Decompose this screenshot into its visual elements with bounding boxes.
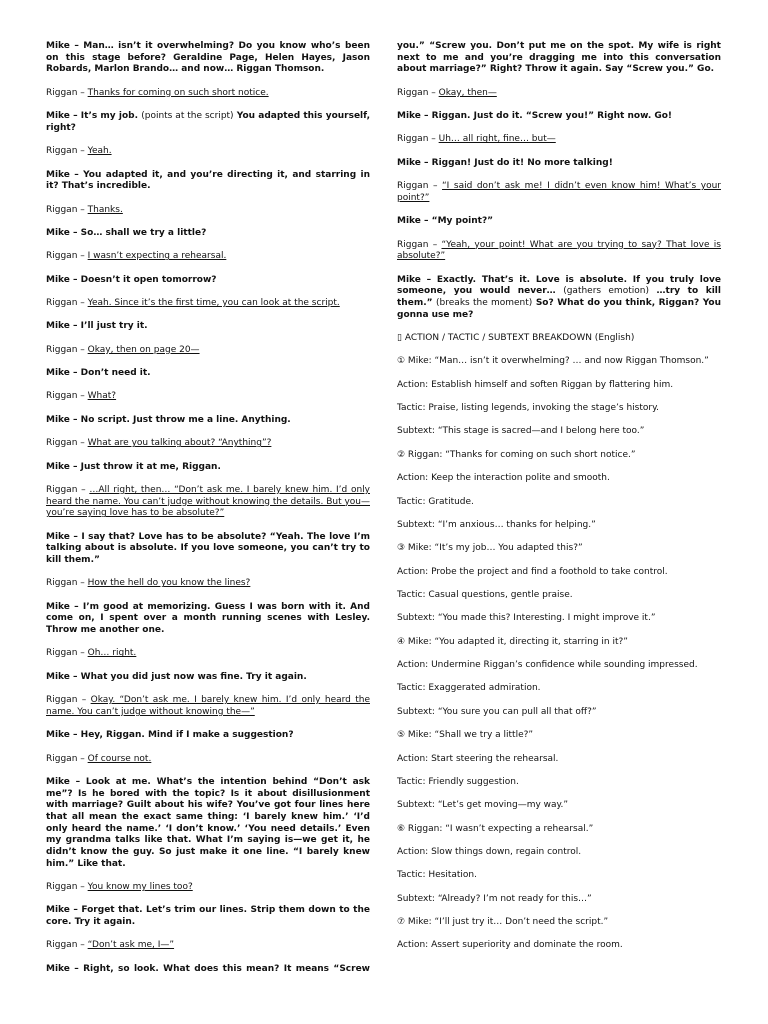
action-label: Action: (397, 940, 429, 951)
riggan-line (46, 695, 370, 718)
dialogue-text: Hey, Riggan. Mind if I make a suggestion? (80, 730, 294, 741)
riggan-line (46, 485, 370, 520)
action-label: Action: (397, 846, 429, 857)
dialogue-text: Yeah. (87, 146, 112, 157)
breakdown-subtext (397, 800, 721, 812)
riggan-line (46, 251, 370, 263)
dialogue-text: “My point?” (431, 216, 494, 227)
dialogue-text: you.” “Screw you. Don’t put me on the spot. My wife is right next to me and you’re dragging me into this conversation about marriage?” Right? Throw it again. Say “Screw you.” Go. (397, 41, 721, 75)
subtext-label: Subtext: (397, 893, 435, 904)
breakdown-tactic (397, 497, 721, 509)
riggan-line (46, 882, 370, 894)
dialogue-text: I’ll just try it. (80, 321, 148, 332)
riggan-line (46, 88, 370, 100)
mike-line (46, 532, 370, 567)
subtext-text: “Already? I’m not ready for this…” (437, 893, 592, 904)
breakdown-subtext (397, 520, 721, 532)
mike-line (46, 777, 370, 871)
dialogue-text: Riggan. Just do it. “Screw you!” Right now. Go! (431, 111, 673, 122)
subtext-text: “You sure you can pull all that off?” (437, 706, 597, 717)
breakdown-tactic (397, 590, 721, 602)
mike-line (46, 905, 370, 928)
mike-line (46, 228, 370, 240)
riggan-line (46, 345, 370, 357)
dialogue-text: Riggan! Just do it! No more talking! (431, 157, 613, 168)
mike-line (397, 275, 721, 322)
mike-line (46, 602, 370, 637)
speaker-name: Mike – (46, 274, 78, 285)
subtext-text: “Let’s get moving—my way.” (437, 800, 569, 811)
breakdown-action (397, 567, 721, 579)
riggan-line (46, 438, 370, 450)
dialogue-text: I’m good at memorizing. Guess I was born with it. And come on, I spent over a month running scenes with Lesley. Throw me another one. (46, 601, 370, 636)
breakdown-cue: ① Mike: “Man… isn’t it overwhelming? … and now Riggan Thomson.” (397, 356, 709, 367)
speaker-name: Riggan – (46, 484, 86, 495)
mike-line (397, 41, 721, 76)
speaker-name: Mike – (46, 368, 78, 379)
riggan-line (46, 648, 370, 660)
dialogue-text: What are you talking about? “Anything”? (87, 438, 272, 449)
speaker-name: Riggan – (397, 181, 438, 192)
breakdown-action (397, 473, 721, 485)
speaker-name: Riggan – (397, 134, 436, 145)
riggan-line (46, 754, 370, 766)
speaker-name: Mike – (46, 671, 78, 682)
subtext-label: Subtext: (397, 519, 435, 530)
action-text: Assert superiority and dominate the room. (431, 940, 623, 951)
speaker-name: Riggan – (46, 146, 85, 157)
dialogue-text: So? What do you think, Riggan? You gonna use me? (397, 298, 722, 320)
breakdown-action (397, 754, 721, 766)
action-label: Action: (397, 753, 429, 764)
speaker-name: Riggan – (46, 87, 85, 98)
subtext-text: “I’m anxious… thanks for helping.” (437, 519, 596, 530)
action-text: Slow things down, regain control. (431, 846, 582, 857)
breakdown-cue: ⑤ Mike: “Shall we try a little?” (397, 730, 534, 741)
speaker-name: Mike – (46, 111, 78, 122)
dialogue-text: I say that? Love has to be absolute? “Yeah. The love I’m talking about is absolute. If you love someone, you can’t try to kill them.” (46, 531, 370, 565)
speaker-name: Riggan – (46, 648, 85, 659)
tactic-label: Tactic: (397, 496, 426, 507)
riggan-line (46, 940, 370, 952)
mike-line (46, 964, 370, 976)
tactic-label: Tactic: (397, 776, 426, 787)
tactic-text: Friendly suggestion. (428, 776, 519, 787)
mike-line (46, 368, 370, 380)
riggan-line (397, 88, 721, 100)
dialogue-text: Thanks. (87, 204, 123, 215)
mike-line (46, 275, 370, 287)
mike-line (397, 111, 721, 123)
dialogue-text: Exactly. That’s it. Love is absolute. If you truly love someone, you would never… (397, 274, 721, 297)
subtext-label: Subtext: (397, 800, 435, 811)
riggan-line (397, 240, 721, 263)
right-column (397, 41, 721, 964)
dialogue-text: You adapted it, and you’re directing it, and starring in it? That’s incredible. (46, 169, 370, 192)
speaker-name: Mike – (397, 216, 429, 227)
action-label: Action: (397, 566, 429, 577)
speaker-name: Riggan – (46, 204, 85, 215)
tactic-text: Gratitude. (428, 496, 474, 507)
missing-glyph-icon: ▯ (397, 333, 402, 344)
breakdown-items (397, 356, 721, 952)
mike-line (46, 111, 370, 134)
riggan-line (46, 205, 370, 217)
speaker-name: Riggan – (46, 297, 85, 308)
riggan-line (46, 146, 370, 158)
breakdown-action (397, 660, 721, 672)
tactic-text: Praise, listing legends, invoking the stage’s history. (428, 403, 659, 414)
mike-line (397, 158, 721, 170)
breakdown-subtext (397, 894, 721, 906)
dialogue-text: Thanks for coming on such short notice. (87, 87, 269, 98)
dialogue-text: Of course not. (87, 753, 152, 764)
dialogue-text: Uh… all right, fine… but— (438, 134, 556, 145)
breakdown-tactic (397, 870, 721, 882)
dialogue-text: …try to kill them.” (397, 286, 721, 308)
subtext-text: “This stage is sacred—and I belong here too.” (437, 426, 645, 437)
dialogue-text: No script. Just throw me a line. Anything. (80, 414, 291, 425)
dialogue-text: “Yeah, your point! What are you trying to say? That love is absolute?” (397, 239, 721, 262)
riggan-line (397, 134, 721, 146)
speaker-name: Riggan – (46, 882, 85, 893)
dialogue-text: “I said don’t ask me! I didn’t even know him! What’s your point?” (397, 181, 721, 203)
tactic-text: Casual questions, gentle praise. (428, 590, 573, 600)
stage-direction: (points at the script) (141, 111, 234, 122)
breakdown-tactic (397, 777, 721, 789)
speaker-name: Riggan – (46, 438, 85, 449)
mike-line (46, 415, 370, 427)
breakdown-action (397, 847, 721, 859)
tactic-label: Tactic: (397, 403, 426, 414)
speaker-name: Riggan – (46, 344, 85, 355)
speaker-name: Riggan – (46, 695, 87, 706)
breakdown-section (397, 333, 721, 952)
breakdown-cue: ④ Mike: “You adapted it, directing it, starring in it?” (397, 636, 628, 647)
breakdown-cue: ⑥ Riggan: “I wasn’t expecting a rehearsal.” (397, 823, 594, 834)
speaker-name: Riggan – (46, 753, 85, 764)
dialogue-text: Okay. “Don’t ask me. I barely knew him. I’d only heard the name. You can’t judge without knowing the—” (46, 695, 370, 717)
speaker-name: Mike – (46, 227, 78, 238)
action-text: Probe the project and find a foothold to take control. (431, 566, 668, 577)
dialogue-text: Doesn’t it open tomorrow? (80, 274, 217, 285)
speaker-name: Mike – (46, 41, 79, 51)
action-label: Action: (397, 379, 429, 390)
riggan-line (46, 391, 370, 403)
action-label: Action: (397, 473, 429, 484)
breakdown-subtext (397, 707, 721, 719)
dialogue-text: How the hell do you know the lines? (87, 578, 251, 589)
riggan-line (46, 298, 370, 310)
dialogue-text: Don’t need it. (80, 368, 151, 379)
speaker-name: Mike – (46, 601, 79, 612)
stage-direction: (breaks the moment) (436, 298, 533, 308)
mike-line (46, 41, 370, 76)
action-text: Undermine Riggan’s confidence while sounding impressed. (431, 660, 698, 671)
dialogue-text: “Don’t ask me, I—” (87, 940, 175, 951)
speaker-name: Mike – (46, 461, 78, 472)
dialogue-text: Forget that. Let’s trim our lines. Strip them down to the core. Try it again. (46, 905, 370, 928)
breakdown-subtext (397, 426, 721, 438)
subtext-label: Subtext: (397, 706, 435, 717)
dialogue-text: What? (87, 391, 117, 402)
breakdown-tactic (397, 683, 721, 695)
speaker-name: Riggan – (397, 239, 438, 250)
speaker-name: Mike – (46, 776, 81, 787)
mike-line (397, 216, 721, 228)
breakdown-cue: ③ Mike: “It’s my job… You adapted this?” (397, 543, 583, 554)
dialogue-text: Man… isn’t it overwhelming? Do you know who’s been on this stage before? Geraldine Page, Helen Hayes, Jason Robards, Marlon Brando… and now… Riggan Thomson. (46, 41, 370, 75)
speaker-name: Mike – (46, 169, 79, 180)
dialogue-text: Right, so look. What does this mean? It means “Screw (83, 963, 370, 974)
speaker-name: Mike – (46, 531, 78, 542)
tactic-label: Tactic: (397, 683, 426, 694)
dialogue-text: You adapted this yourself, right? (46, 111, 370, 133)
subtext-label: Subtext: (397, 613, 435, 624)
dialogue-text: So… shall we try a little? (80, 227, 207, 238)
tactic-text: Exaggerated admiration. (428, 683, 541, 694)
speaker-name: Mike – (46, 321, 78, 332)
dialogue-text: What you did just now was fine. Try it again. (80, 671, 307, 682)
dialogue-text: Yeah. Since it’s the first time, you can look at the script. (87, 297, 340, 308)
dialogue-text: Okay, then on page 20— (87, 344, 200, 355)
mike-line (46, 672, 370, 684)
dialogue-text: …All right, then… “Don’t ask me. I barely knew him. I’d only heard the name. You can’t judge without knowing the details. But you—you’re saying love has to be absolute?” (46, 484, 370, 519)
tactic-text: Hesitation. (428, 870, 477, 881)
breakdown-tactic (397, 403, 721, 415)
dialogue-text: It’s my job. (80, 111, 139, 122)
dialogue-text: Just throw it at me, Riggan. (80, 461, 221, 472)
action-text: Establish himself and soften Riggan by flattering him. (431, 379, 674, 390)
action-text: Keep the interaction polite and smooth. (431, 473, 610, 484)
speaker-name: Riggan – (46, 251, 85, 262)
speaker-name: Riggan – (46, 578, 85, 589)
breakdown-title: ACTION / TACTIC / SUBTEXT BREAKDOWN (English) (404, 333, 635, 344)
subtext-label: Subtext: (397, 426, 435, 437)
speaker-name: Mike – (46, 905, 78, 916)
mike-line (46, 730, 370, 742)
action-label: Action: (397, 660, 429, 671)
dialogue-text: Look at me. What’s the intention behind “Don’t ask me”? Is he bored with the topic? Is it about disillusionment with marriage? Guilt about his wife? You’ve got four lines here that all mean the exact same thing: ‘I barely knew him.’ ‘I’d only heard the name.’ ‘I don’t know.’ ‘You need details.’ Even my grandma talks like that. What I’m saying is—we get it, he didn’t know the guy. So just make it one line. “I barely knew him.” Like that. (46, 776, 370, 869)
riggan-line (397, 181, 721, 204)
riggan-line (46, 578, 370, 590)
subtext-text: “You made this? Interesting. I might improve it.” (437, 613, 656, 624)
breakdown-action (397, 940, 721, 952)
left-column (46, 41, 370, 987)
dialogue-text: I wasn’t expecting a rehearsal. (87, 251, 227, 262)
tactic-label: Tactic: (397, 590, 426, 600)
speaker-name: Mike – (397, 111, 429, 122)
speaker-name: Mike – (397, 274, 432, 285)
breakdown-heading (397, 333, 721, 345)
speaker-name: Mike – (46, 414, 78, 425)
tactic-label: Tactic: (397, 870, 426, 881)
speaker-name: Mike – (397, 157, 429, 168)
action-text: Start steering the rehearsal. (431, 753, 559, 764)
speaker-name: Riggan – (46, 940, 85, 951)
breakdown-subtext (397, 613, 721, 625)
dialogue-text: Okay, then— (438, 87, 497, 98)
breakdown-cue: ② Riggan: “Thanks for coming on such short notice.” (397, 449, 636, 460)
mike-line (46, 170, 370, 193)
speaker-name: Mike – (46, 963, 79, 974)
speaker-name: Riggan – (46, 391, 85, 402)
speaker-name: Riggan – (397, 87, 436, 98)
dialogue-text: Oh… right. (87, 648, 137, 659)
speaker-name: Mike – (46, 730, 78, 741)
mike-line (46, 321, 370, 333)
mike-line (46, 462, 370, 474)
breakdown-action (397, 380, 721, 392)
right-column-dialogue (397, 41, 721, 321)
breakdown-cue: ⑦ Mike: “I’ll just try it… Don’t need the script.” (397, 917, 609, 928)
dialogue-text: You know my lines too? (87, 882, 193, 893)
stage-direction: (gathers emotion) (563, 286, 649, 297)
